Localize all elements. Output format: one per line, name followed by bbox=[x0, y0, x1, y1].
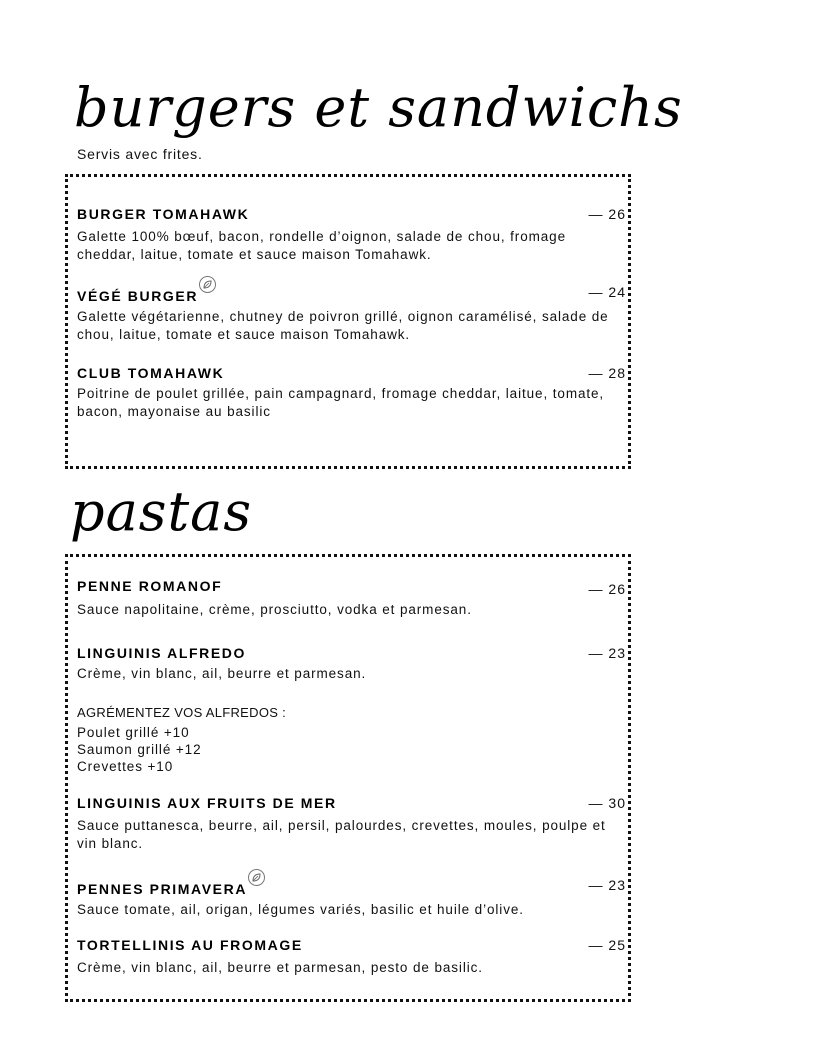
addon-option: Saumon grillé +12 bbox=[77, 742, 202, 757]
menu-item bbox=[77, 795, 626, 853]
item-description: Crème, vin blanc, ail, beurre et parmesan. bbox=[77, 666, 367, 681]
item-description: Crème, vin blanc, ail, beurre et parmesan, pesto de basilic. bbox=[77, 960, 483, 975]
section-title-pastas: pastas bbox=[70, 480, 253, 543]
item-description: Sauce puttanesca, beurre, ail, persil, palourdes, crevettes, moules, poulpe et vin blanc. bbox=[77, 818, 606, 851]
addon-option: Poulet grillé +10 bbox=[77, 725, 190, 740]
item-name: LINGUINIS ALFREDO bbox=[77, 645, 247, 661]
menu-item bbox=[77, 645, 626, 683]
alfredo-addons bbox=[77, 705, 617, 775]
item-name: PENNE ROMANOF bbox=[77, 578, 223, 594]
menu-item bbox=[77, 877, 626, 919]
item-price: — 24 bbox=[588, 284, 626, 300]
item-price: — 30 bbox=[588, 795, 626, 811]
menu-item bbox=[77, 206, 626, 264]
section-subtitle: Servis avec frites. bbox=[77, 146, 203, 162]
menu-item bbox=[77, 365, 626, 421]
burgers-box bbox=[65, 174, 631, 469]
item-description: Sauce napolitaine, crème, prosciutto, vodka et parmesan. bbox=[77, 602, 472, 617]
item-name: TORTELLINIS AU FROMAGE bbox=[77, 937, 303, 953]
menu-item bbox=[77, 284, 626, 344]
addons-heading: AGRÉMENTEZ VOS ALFREDOS : bbox=[77, 705, 287, 720]
menu-item bbox=[77, 937, 626, 977]
addons-list bbox=[77, 724, 617, 775]
item-price: — 23 bbox=[588, 645, 626, 661]
vegetarian-leaf-icon bbox=[199, 276, 216, 293]
item-description: Galette 100% bœuf, bacon, rondelle d’oignon, salade de chou, fromage cheddar, laitue, tomate et sauce maison Tomahawk. bbox=[77, 229, 566, 262]
item-name: BURGER TOMAHAWK bbox=[77, 206, 250, 222]
item-name: VÉGÉ BURGER bbox=[77, 288, 199, 304]
item-description: Sauce tomate, ail, origan, légumes variés, basilic et huile d’olive. bbox=[77, 902, 524, 917]
item-name: CLUB TOMAHAWK bbox=[77, 365, 225, 381]
item-price: — 26 bbox=[588, 581, 626, 597]
item-price: — 28 bbox=[588, 365, 626, 381]
item-price: — 25 bbox=[588, 937, 626, 953]
menu-item bbox=[77, 578, 626, 619]
section-title-burgers: burgers et sandwichs bbox=[74, 76, 683, 139]
item-name: LINGUINIS AUX FRUITS DE MER bbox=[77, 795, 337, 811]
item-description: Poitrine de poulet grillée, pain campagnard, fromage cheddar, laitue, tomate, bacon, mayonaise au basilic bbox=[77, 386, 605, 419]
item-description: Galette végétarienne, chutney de poivron grillé, oignon caramélisé, salade de chou, laitue, tomate et sauce maison Tomahawk. bbox=[77, 309, 609, 342]
item-name: PENNES PRIMAVERA bbox=[77, 881, 248, 897]
item-price: — 23 bbox=[588, 877, 626, 893]
addon-option: Crevettes +10 bbox=[77, 759, 174, 774]
vegetarian-leaf-icon bbox=[248, 869, 265, 886]
item-price: — 26 bbox=[588, 206, 626, 222]
pastas-box bbox=[65, 554, 631, 1002]
